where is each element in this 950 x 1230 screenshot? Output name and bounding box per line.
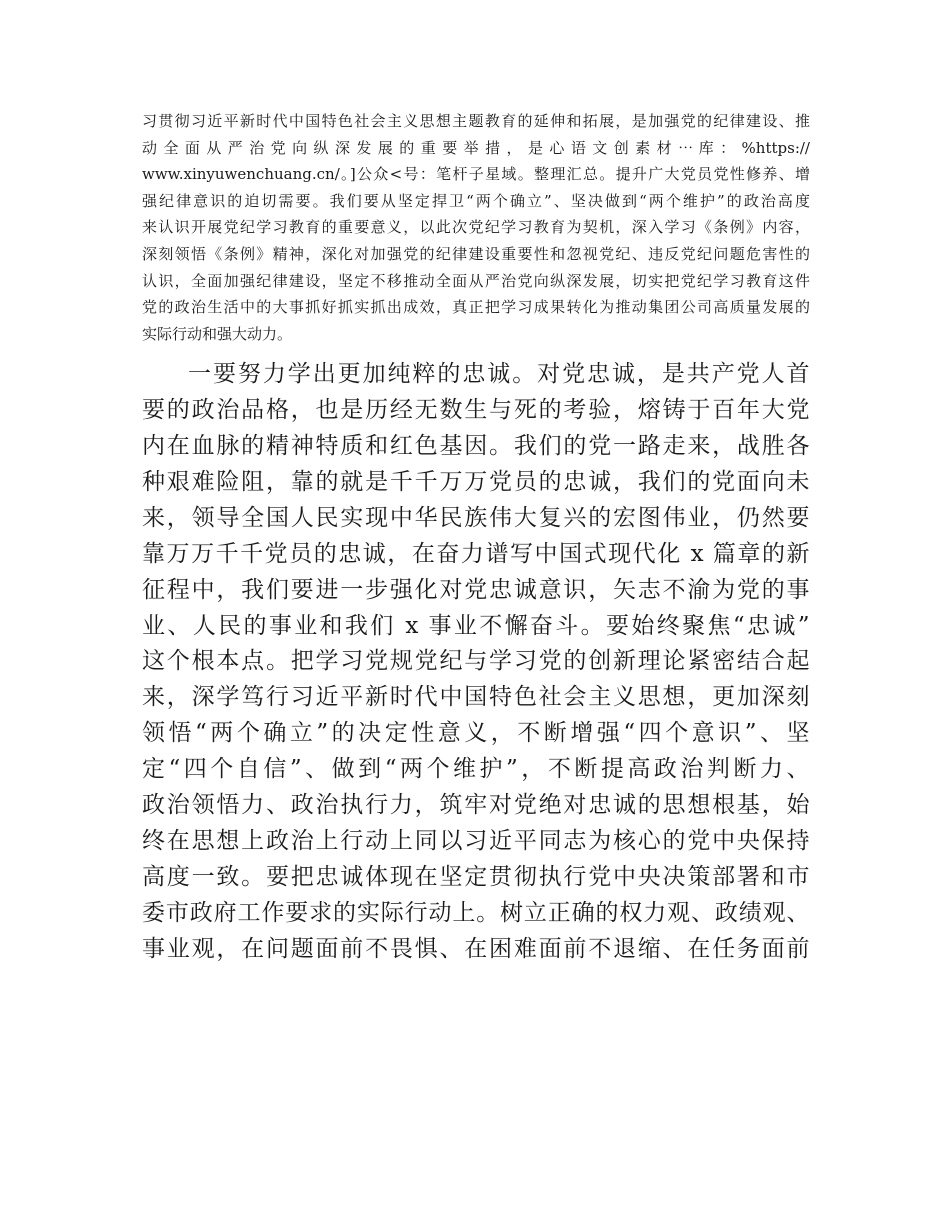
document-page [142,108,810,967]
body-line: 一要努力学出更加纯粹的忠诚。对党忠诚，是共产党人首 [188,361,810,388]
body-line: 终在思想上政治上行动上同以习近平同志为核心的党中央保持 [142,827,810,854]
body-line: 种艰难险阻，靠的就是千千万万党员的忠诚，我们的党面向未 [142,469,810,496]
body-paragraph [142,357,810,967]
body-line: 来，深学笃行习近平新时代中国特色社会主义思想，更加深刻 [142,684,810,711]
body-line: 业、人民的事业和我们 x 事业不懈奋斗。要始终聚焦“忠诚” [142,612,810,639]
intro-line: 实际行动和强大动力。 [142,324,293,343]
body-line: 征程中，我们要进一步强化对党忠诚意识，矢志不渝为党的事 [142,576,810,603]
body-line: 这个根本点。把学习党规党纪与学习党的创新理论紧密结合起 [142,648,810,675]
intro-line: 来认识开展党纪学习教育的重要意义，以此次党纪学习教育为契机，深入学习《条例》内容， [142,218,810,237]
intro-line: 党的政治生活中的大事抓好抓实抓出成效，真正把学习成果转化为推动集团公司高质量发展的 [142,298,810,317]
intro-line: 强纪律意识的迫切需要。我们要从坚定捍卫“两个确立”、坚决做到“两个维护”的政治高度 [142,191,810,210]
intro-line: www.xinyuwenchuang.cn/。]公众<号：笔杆子星域。整理汇总。提升广大党员党性修养、增 [142,165,810,184]
body-line: 靠万万千千党员的忠诚，在奋力谱写中国式现代化 x 篇章的新 [142,540,810,567]
body-line: 委市政府工作要求的实际行动上。树立正确的权力观、政绩观、 [142,899,810,926]
intro-paragraph [142,108,810,347]
body-line: 内在血脉的精神特质和红色基因。我们的党一路走来，战胜各 [142,433,810,460]
intro-line: 习贯彻习近平新时代中国特色社会主义思想主题教育的延伸和拓展，是加强党的纪律建设、推 [142,112,810,130]
intro-line: 动 全 面 从 严 治 党 向 纵 深 发 展 的 重 要 举 措 ， 是 心 语 文 创 素 材 ⋯ 库 ： %https:// [142,138,810,157]
body-line: 高度一致。要把忠诚体现在坚定贯彻执行党中央决策部署和市 [142,863,810,890]
intro-line: 深刻领悟《条例》精神，深化对加强党的纪律建设重要性和忽视党纪、违反党纪问题危害性的 [142,244,810,263]
intro-line: 认识，全面加强纪律建设，坚定不移推动全面从严治党向纵深发展，切实把党纪学习教育这件 [142,271,810,290]
body-line: 来，领导全国人民实现中华民族伟大复兴的宏图伟业，仍然要 [142,504,810,531]
body-line: 要的政治品格，也是历经无数生与死的考验，熔铸于百年大党 [142,397,810,424]
body-line: 领悟“两个确立”的决定性意义，不断增强“四个意识”、坚 [142,720,810,747]
body-line: 政治领悟力、政治执行力，筑牢对党绝对忠诚的思想根基，始 [142,792,810,819]
body-line: 事业观，在问题面前不畏惧、在困难面前不退缩、在任务面前 [142,935,810,962]
body-line: 定“四个自信”、做到“两个维护”，不断提高政治判断力、 [142,756,810,783]
